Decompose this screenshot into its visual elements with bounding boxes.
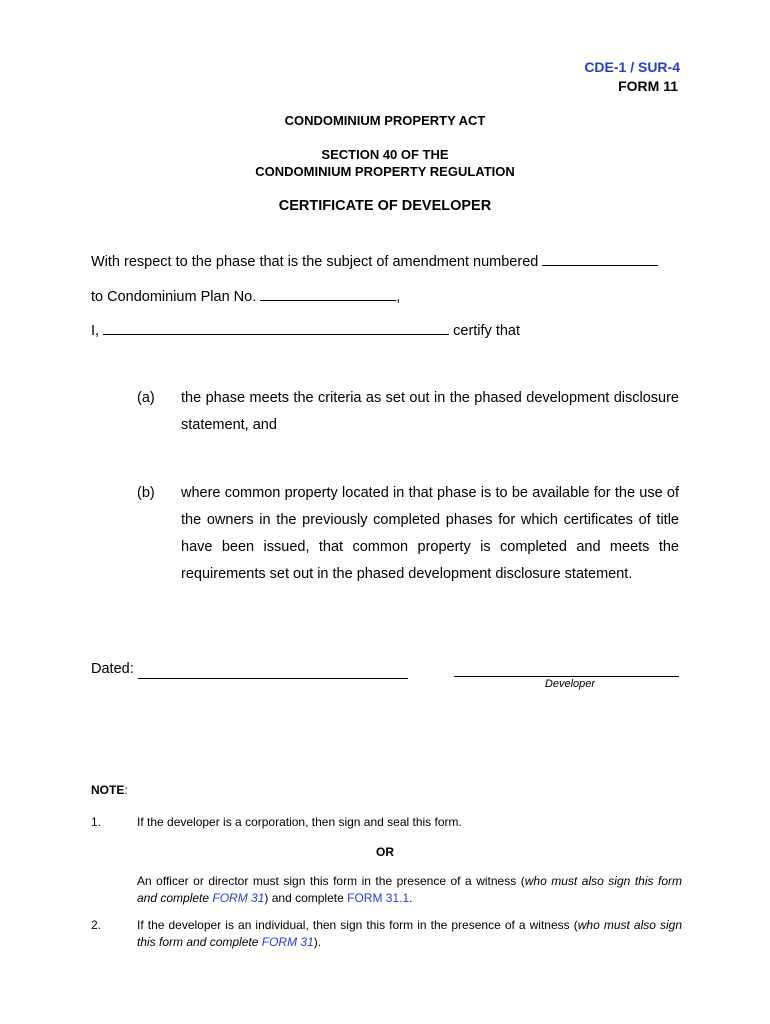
section-title-line1: SECTION 40 OF THE <box>321 147 449 162</box>
form-number: FORM 11 <box>618 78 678 94</box>
form31-1-link[interactable]: FORM 31.1 <box>347 891 410 905</box>
note-heading-colon: : <box>124 783 128 797</box>
note2-text <box>137 917 682 951</box>
act-title: CONDOMINIUM PROPERTY ACT <box>284 113 486 128</box>
note-heading-text: NOTE <box>91 783 125 797</box>
intro-line2-comma: , <box>396 289 401 305</box>
note1b-italic-a: who must also sign this form and complete <box>137 874 682 905</box>
note2-italic-a: who must also sign this form and complete <box>137 918 682 949</box>
note1-text: If the developer is a corporation, then sign and seal this form. <box>137 815 462 829</box>
dated-label: Dated: <box>91 661 134 677</box>
form-code: CDE-1 / SUR-4 <box>584 59 680 75</box>
certificate-title: CERTIFICATE OF DEVELOPER <box>278 198 492 214</box>
note1b-text-a: An officer or director must sign this form in the presence of a witness ( <box>137 874 525 888</box>
note2-number: 2. <box>91 918 102 932</box>
note-heading <box>91 783 128 797</box>
item-b-text: where common property located in that phase is to be available for the use of the owners in the previously completed phases for which certificates of title have been issued, that common property is completed and meets the requirements set out in the phased development disclosure statement. <box>181 485 679 582</box>
note1-number: 1. <box>91 815 102 829</box>
developer-signature-field[interactable] <box>454 676 679 677</box>
item-a-marker: (a) <box>137 390 155 406</box>
note1b-text-b: ) and complete <box>264 891 348 905</box>
intro-line2-text: to Condominium Plan No. <box>91 289 257 305</box>
intro-line1-text: With respect to the phase that is the subject of amendment numbered <box>91 254 539 270</box>
condominium-plan-number-field[interactable] <box>260 286 396 301</box>
note1b-text <box>137 873 682 907</box>
intro-line3-end: certify that <box>453 323 521 339</box>
note2-text-b: ). <box>313 935 322 949</box>
intro-line3 <box>91 320 520 339</box>
note1b-text-c: . <box>409 891 413 905</box>
developer-label: Developer <box>544 678 596 690</box>
form31-link[interactable]: FORM 31 <box>212 891 265 905</box>
intro-line1 <box>91 251 658 270</box>
note-or: OR <box>376 845 394 859</box>
date-field[interactable] <box>138 678 408 679</box>
form31-link-2[interactable]: FORM 31 <box>261 935 314 949</box>
intro-line2 <box>91 286 400 305</box>
developer-name-field[interactable] <box>103 320 449 335</box>
note2-text-a: If the developer is an individual, then sign this form in the presence of a witness ( <box>137 918 578 932</box>
intro-line3-start: I, <box>91 323 100 339</box>
item-b-marker: (b) <box>137 485 155 501</box>
amendment-number-field[interactable] <box>542 251 658 266</box>
section-title-line2: CONDOMINIUM PROPERTY REGULATION <box>255 164 515 179</box>
item-a-text: the phase meets the criteria as set out in the phased development disclosure statement, and <box>181 390 679 433</box>
